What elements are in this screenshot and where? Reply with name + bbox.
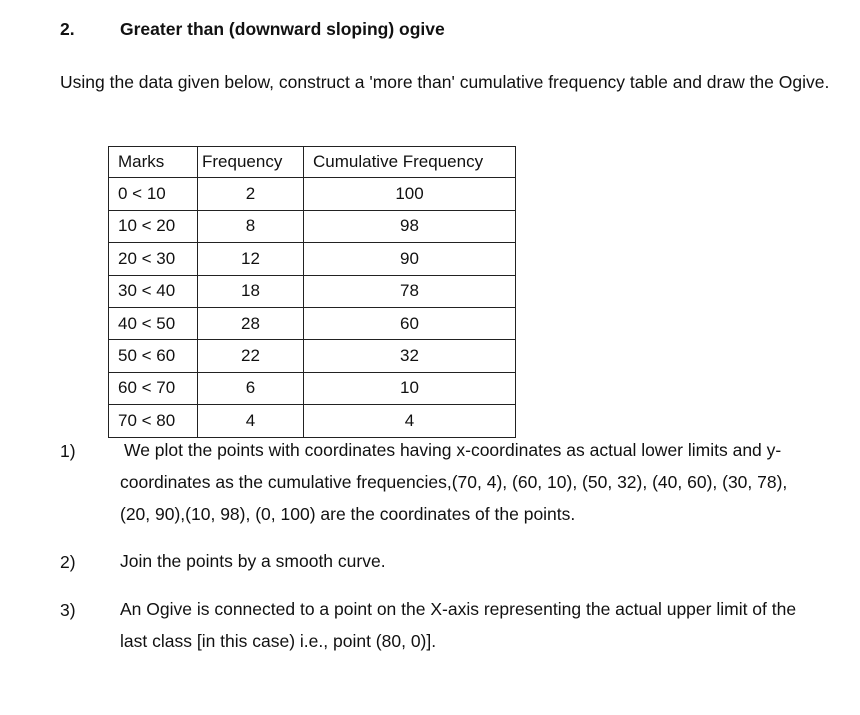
cell-cumulative: 78 (304, 275, 516, 307)
table-row (109, 340, 516, 372)
cell-frequency: 2 (198, 178, 304, 210)
cell-marks: 20 < 30 (109, 243, 198, 275)
cell-cumulative: 10 (304, 372, 516, 404)
cell-frequency: 28 (198, 307, 304, 339)
cell-cumulative: 32 (304, 340, 516, 372)
step-text: Join the points by a smooth curve. (120, 551, 386, 571)
cell-marks: 60 < 70 (109, 372, 198, 404)
cell-frequency: 8 (198, 210, 304, 242)
header-marks: Marks (109, 147, 198, 178)
cell-frequency: 6 (198, 372, 304, 404)
table-row (109, 275, 516, 307)
step-text: An Ogive is connected to a point on the X-axis representing the actual upper limit of the last class [in this case) i.e., point (80, 0)]. (120, 599, 797, 651)
intro-paragraph: Using the data given below, construct a 'more than' cumulative frequency table and draw the Ogive. (60, 72, 830, 92)
cell-frequency: 18 (198, 275, 304, 307)
header-frequency: Frequency (198, 147, 304, 178)
table-row (109, 178, 516, 210)
cell-cumulative: 60 (304, 307, 516, 339)
step-number: 2) (60, 552, 76, 572)
step-number: 3) (60, 600, 76, 620)
cell-marks: 50 < 60 (109, 340, 198, 372)
table-row (109, 405, 516, 437)
cell-frequency: 22 (198, 340, 304, 372)
section-title: Greater than (downward sloping) ogive (120, 19, 445, 39)
cell-cumulative: 90 (304, 243, 516, 275)
cumulative-frequency-table (108, 146, 516, 438)
table-row (109, 372, 516, 404)
cell-marks: 70 < 80 (109, 405, 198, 437)
step-text: We plot the points with coordinates having x-coordinates as actual lower limits and y-coordinates as the cumulative frequencies,(70, 4), (60, 10), (50, 32), (40, 60), (30, 78), (20, 90),(10, 98), (0, 100) are the coordinates of the points. (120, 440, 788, 524)
table-row (109, 307, 516, 339)
cell-cumulative: 98 (304, 210, 516, 242)
cell-marks: 30 < 40 (109, 275, 198, 307)
cell-marks: 0 < 10 (109, 178, 198, 210)
cell-marks: 10 < 20 (109, 210, 198, 242)
cell-frequency: 4 (198, 405, 304, 437)
table-header-row (109, 147, 516, 178)
header-cumulative-frequency: Cumulative Frequency (304, 147, 516, 178)
step-number: 1) (60, 441, 76, 461)
cell-cumulative: 4 (304, 405, 516, 437)
table-row (109, 243, 516, 275)
cell-frequency: 12 (198, 243, 304, 275)
table-row (109, 210, 516, 242)
cell-marks: 40 < 50 (109, 307, 198, 339)
section-number: 2. (60, 19, 75, 39)
cell-cumulative: 100 (304, 178, 516, 210)
